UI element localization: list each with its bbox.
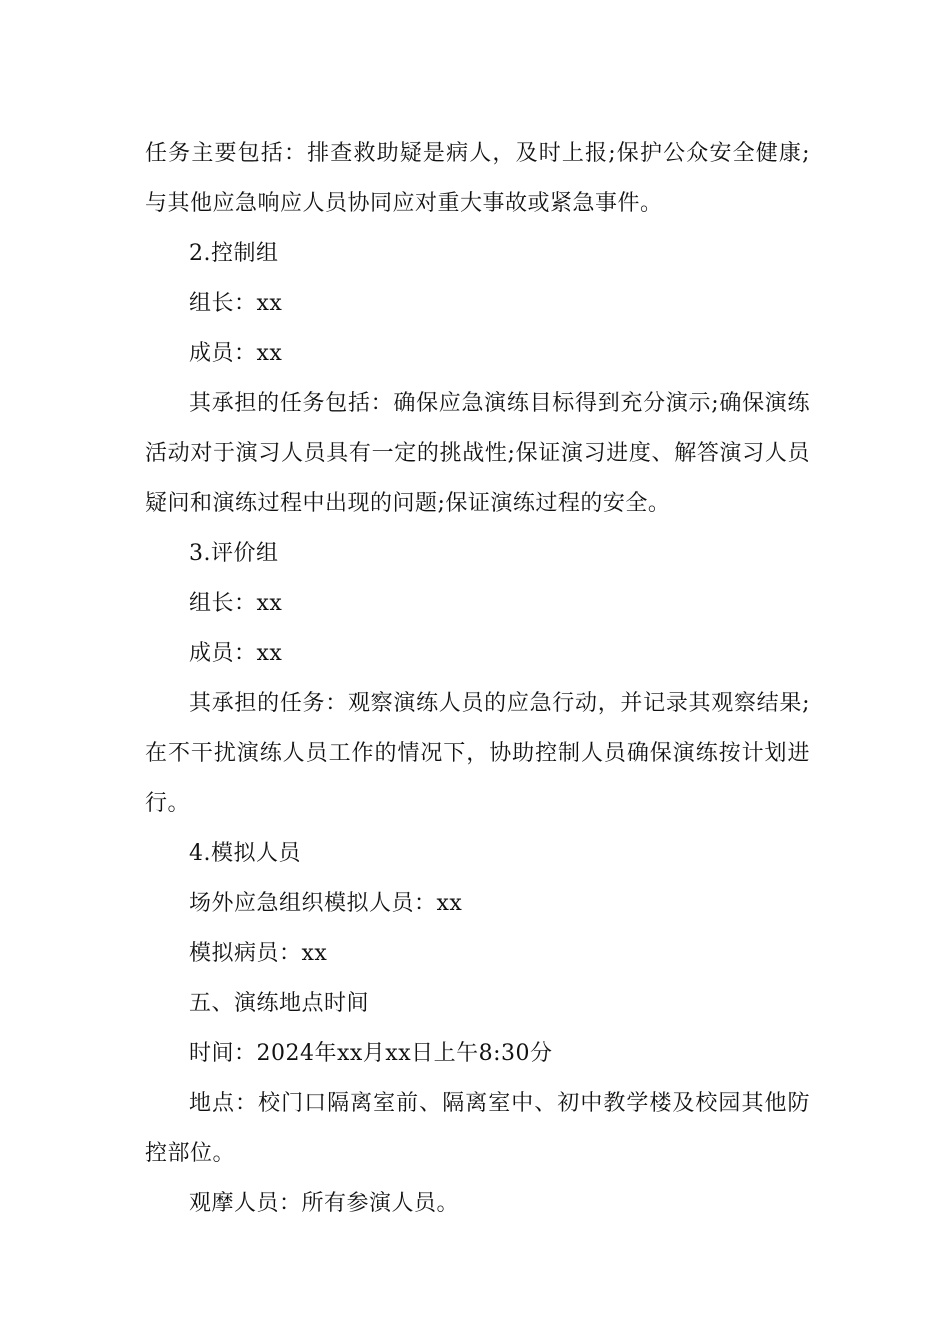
document-body	[145, 129, 810, 1229]
paragraph-evaluation-tasks: 其承担的任务：观察演练人员的应急行动，并记录其观察结果;在不干扰演练人员工作的情况下，协助控制人员确保演练按计划进行。	[145, 691, 810, 816]
drill-location: 地点：校门口隔离室前、隔离室中、初中教学楼及校园其他防控部位。	[145, 1091, 810, 1166]
paragraph-control-tasks: 其承担的任务包括：确保应急演练目标得到充分演示;确保演练活动对于演习人员具有一定的挑战性;保证演习进度、解答演习人员疑问和演练过程中出现的问题;保证演练过程的安全。	[145, 391, 810, 516]
paragraph-tasks-intro: 任务主要包括：排查救助疑是病人，及时上报;保护公众安全健康;与其他应急响应人员协同应对重大事故或紧急事件。	[145, 141, 810, 216]
drill-time: 时间：2024年xx月xx日上午8:30分	[189, 1041, 553, 1066]
control-group-members: 成员：xx	[189, 341, 283, 366]
simulated-patients: 模拟病员：xx	[189, 941, 328, 966]
offsite-simulated-personnel: 场外应急组织模拟人员：xx	[189, 891, 463, 916]
heading-evaluation-group: 3.评价组	[189, 541, 279, 566]
heading-control-group: 2.控制组	[189, 241, 279, 266]
observers: 观摩人员：所有参演人员。	[189, 1191, 460, 1216]
control-group-leader: 组长：xx	[189, 291, 283, 316]
evaluation-group-leader: 组长：xx	[189, 591, 283, 616]
evaluation-group-members: 成员：xx	[189, 641, 283, 666]
heading-simulated-personnel: 4.模拟人员	[189, 841, 301, 866]
heading-drill-location-time: 五、演练地点时间	[189, 991, 370, 1016]
